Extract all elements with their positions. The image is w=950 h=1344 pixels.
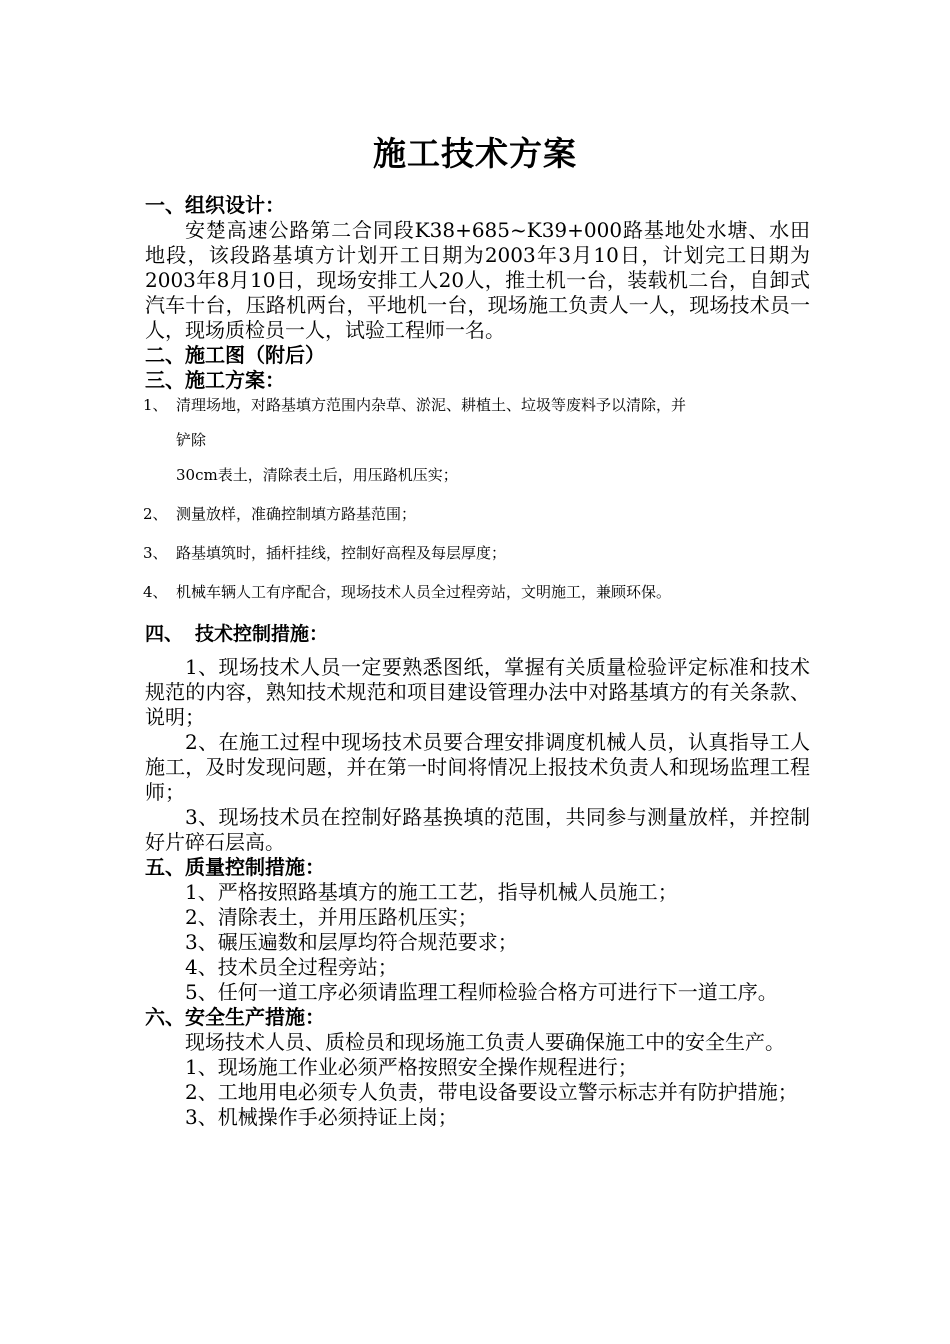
section-5-heading: 五、质量控制措施：: [145, 855, 325, 879]
section-4-paragraph: 1、现场技术人员一定要熟悉图纸，掌握有关质量检验评定标准和技术规范的内容，熟知技术规范和项目建设管理办法中对路基填方的有关条款、说明；: [145, 655, 810, 729]
section-4-heading: [145, 622, 810, 647]
list-item-line: 铲除: [176, 431, 207, 449]
list-item-number: 3、: [143, 544, 168, 562]
section-5-paragraph: 1、严格按照路基填方的施工工艺，指导机械人员施工；: [185, 880, 678, 904]
list-item: [143, 543, 810, 563]
list-item-number: 4、: [143, 583, 168, 601]
section-5-paragraph: 4、技术员全过程旁站；: [185, 955, 398, 979]
section-6-heading: 六、安全生产措施：: [145, 1005, 325, 1029]
section-6-paragraph: 1、现场施工作业必须严格按照安全操作规程进行；: [185, 1055, 638, 1079]
list-item-line: 清理场地，对路基填方范围内杂草、淤泥、耕植土、垃圾等废料予以清除，并: [176, 396, 687, 414]
list-item-number: 1、: [143, 396, 168, 414]
section-5-paragraph: 3、碾压遍数和层厚均符合规范要求；: [185, 930, 518, 954]
section-5-paragraph: 2、清除表土，并用压路机压实；: [185, 905, 478, 929]
section-4-heading-number: 四、: [145, 623, 184, 645]
section-6-paragraph: 3、机械操作手必须持证上岗；: [185, 1105, 458, 1129]
list-item: [143, 582, 810, 602]
document-body: [145, 193, 810, 1130]
list-item-line: 路基填筑时，插杆挂线，控制好高程及每层厚度；: [176, 544, 507, 562]
list-item-number: 2、: [143, 505, 168, 523]
section-4-paragraph: 2、在施工过程中现场技术员要合理安排调度机械人员，认真指导工人施工，及时发现问题，并在第一时间将情况上报技术负责人和现场监理工程师；: [145, 730, 810, 804]
list-item-line: 机械车辆人工有序配合，现场技术人员全过程旁站，文明施工，兼顾环保。: [176, 583, 672, 601]
section-4-heading-text: 技术控制措施：: [195, 623, 329, 645]
section-1-heading: 一、组织设计：: [145, 193, 285, 217]
section-5-paragraph: 5、任何一道工序必须请监理工程师检验合格方可进行下一道工序。: [185, 980, 778, 1004]
list-item-line: 测量放样，准确控制填方路基范围；: [176, 505, 417, 523]
section-6-paragraph: 现场技术人员、质检员和现场施工负责人要确保施工中的安全生产。: [185, 1030, 785, 1054]
list-item-line: 30cm表土，清除表土后，用压路机压实；: [176, 466, 458, 484]
section-1-text: 安楚高速公路第二合同段K38+685~K39+000路基地处水塘、水田地段，该段路基填方计划开工日期为2003年3月10日，计划完工日期为2003年8月10日，现场安排工人20人，推土机一台，装载机二台，自卸式汽车十台，压路机两台，平地机一台，现场施工负责人一人，现场技术员一人，现场质检员一人，试验工程师一名。: [145, 218, 810, 342]
section-6-paragraph: 2、工地用电必须专人负责，带电设备要设立警示标志并有防护措施；: [185, 1080, 798, 1104]
section-4-paragraph: 3、现场技术员在控制好路基换填的范围，共同参与测量放样，并控制好片碎石层高。: [145, 805, 810, 854]
section-3-list: [143, 395, 810, 602]
document-title: 施工技术方案: [373, 134, 577, 173]
list-item: [143, 395, 810, 485]
list-item: [143, 504, 810, 524]
section-3-heading: 三、施工方案：: [145, 368, 285, 392]
section-2-heading: 二、施工图（附后）: [145, 343, 325, 367]
